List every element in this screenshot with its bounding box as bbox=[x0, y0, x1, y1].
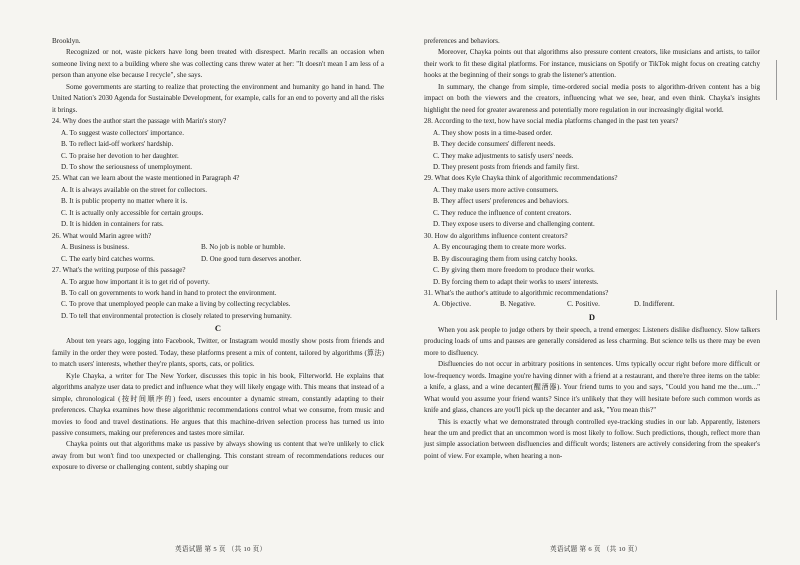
scan-edge-mark bbox=[776, 290, 777, 320]
paragraph: Some governments are starting to realize that protecting the environment and humanity go hand in hand. The United Nation's 2030 Agenda for Sustainable Development, for example, calls for an end to poverty and all the risks it brings. bbox=[52, 82, 384, 114]
right-column bbox=[424, 36, 760, 462]
option: C. To praise her devotion to her daughter. bbox=[61, 151, 179, 160]
option: C. Positive. bbox=[567, 300, 600, 309]
option: B. No job is noble or humble. bbox=[201, 243, 286, 252]
left-column bbox=[52, 36, 384, 474]
question-24: 24. Why does the author start the passage with Marin's story? bbox=[52, 117, 227, 126]
question-25: 25. What can we learn about the waste mentioned in Paragraph 4? bbox=[52, 174, 240, 183]
paragraph: Recognized or not, waste pickers have long been treated with disrespect. Marin recalls an occasion when someone living next to a building where she was collecting cans threw water at her: "It doesn't mean I am less of a person than anyone else because I recycle", she says. bbox=[52, 48, 384, 80]
page-footer-left: 英语试题 第 5 页 （共 10 页） bbox=[175, 546, 267, 553]
paragraph: Disfluencies do not occur in arbitrary positions in sentences. Ums typically occur right before more difficult or low-frequency words. Imagine you're having dinner with a friend at a restaurant, and there're three items on the table: a knife, a glass, and a wine decanter(醒酒器). Your friend turns to you and says, "Could you hand me the...um..." What would you assume your friend wants? Since it's unlikely that they will hesitate before such common words as knife and glass, chances are you'll pick up the decanter and ask, "You mean this?" bbox=[424, 360, 760, 415]
option: D. They expose users to diverse and challenging content. bbox=[433, 220, 595, 229]
paragraph: preferences and behaviors. bbox=[424, 37, 500, 45]
option-row bbox=[424, 299, 760, 310]
option: B. They decide consumers' different needs. bbox=[433, 140, 556, 149]
option: B. It is public property no matter where it is. bbox=[61, 197, 188, 206]
option-row bbox=[52, 254, 384, 265]
question-31: 31. What's the author's attitude to algorithmic recommendations? bbox=[424, 288, 609, 297]
page-footer-right: 英语试题 第 6 页 （共 10 页） bbox=[550, 546, 642, 553]
option: A. By encouraging them to create more works. bbox=[433, 243, 566, 252]
option: A. Business is business. bbox=[61, 243, 129, 252]
question-30: 30. How do algorithms influence content creators? bbox=[424, 231, 568, 240]
scan-edge-mark bbox=[776, 60, 777, 100]
option: D. They present posts from friends and family first. bbox=[433, 162, 580, 171]
section-heading-c: C bbox=[214, 323, 222, 334]
option: C. The early bird catches worms. bbox=[61, 254, 155, 263]
paragraph: In summary, the change from simple, time-ordered social media posts to algorithm-driven content has a big impact on both the viewers and the creators, influencing what we see, hear, and even think. Chayka's insights highlight the need for greater awareness and potentially more regulation in our increasingly digital world. bbox=[424, 82, 760, 114]
option: D. To tell that environmental protection is closely related to preserving humanity. bbox=[61, 311, 292, 320]
paragraph: When you ask people to judge others by their speech, a trend emerges: Listeners dislike disfluency. Slow talkers producing loads of ums and pauses are generally considered as less charming. But science tells us there may be even more to disfluency. bbox=[424, 325, 760, 357]
option: D. One good turn deserves another. bbox=[201, 254, 302, 263]
paragraph: Brooklyn. bbox=[52, 37, 81, 45]
option: C. They reduce the influence of content creators. bbox=[433, 208, 572, 217]
option: D. By forcing them to adapt their works to users' interests. bbox=[433, 277, 599, 286]
option: A. It is always available on the street for collectors. bbox=[61, 185, 207, 194]
section-heading-d: D bbox=[588, 311, 596, 322]
question-28: 28. According to the text, how have social media platforms changed in the past ten years? bbox=[424, 117, 679, 126]
paragraph: Chayka points out that algorithms make us passive by always showing us content that we're unlikely to click away from but won't find too unexpected or challenging. This constant stream of recommendations reduces our exposure to diverse or challenging content, subtly shaping our bbox=[52, 440, 384, 472]
option: D. Indifferent. bbox=[634, 300, 675, 309]
option: C. They make adjustments to satisfy users' needs. bbox=[433, 151, 574, 160]
option: A. They make users more active consumers. bbox=[433, 185, 559, 194]
paragraph: About ten years ago, logging into Facebook, Twitter, or Instagram would mostly show posts from friends and family in the order they were posted. Today, these platforms present a mix of content, tailored by algorithms (算法) to match users' interests, whether they're plants, sports, cats, or politics. bbox=[52, 337, 384, 369]
paragraph: This is exactly what we demonstrated through controlled eye-tracking studies in our lab. Apparently, listeners hear the um and predict that an uncommon word is most likely to follow. Such predictions, though, reflect more than just simple association between disfluencies and difficult words; listeners are actively considering from the speaker's point of view. For example, when hearing a non- bbox=[424, 417, 760, 460]
option: D. It is hidden in containers for rats. bbox=[61, 220, 164, 229]
option-row bbox=[52, 242, 384, 253]
question-27: 27. What's the writing purpose of this passage? bbox=[52, 266, 186, 275]
option: C. To prove that unemployed people can make a living by collecting recyclables. bbox=[61, 300, 291, 309]
option: C. By giving them more freedom to produce their works. bbox=[433, 266, 595, 275]
option: A. Objective. bbox=[433, 300, 472, 309]
question-26: 26. What would Marin agree with? bbox=[52, 231, 152, 240]
option: B. By discouraging them from using catchy hooks. bbox=[433, 254, 578, 263]
option: D. To show the seriousness of unemployment. bbox=[61, 162, 192, 171]
paragraph: Kyle Chayka, a writer for The New Yorker, discusses this topic in his book, Filterworld. He explains that algorithms analyze user data to predict and influence what they will likely engage with. This means that instead of a simple, chronological (按时间顺序的) feed, users encounter a dynamic stream, constantly adapting to their preferences. Chayka examines how these algorithmic recommendations control what we consume, from music and movies to food and travel destinations. He argues that this machine-driven selection process has turned us into passive consumers, making our preferences and tastes more similar. bbox=[52, 371, 384, 437]
option: B. To call on governments to work hand in hand to protect the environment. bbox=[61, 288, 277, 297]
option: A. To suggest waste collectors' importance. bbox=[61, 128, 184, 137]
option: B. Negative. bbox=[500, 300, 536, 309]
question-29: 29. What does Kyle Chayka think of algorithmic recommendations? bbox=[424, 174, 618, 183]
option: C. It is actually only accessible for certain groups. bbox=[61, 208, 204, 217]
paragraph: Moreover, Chayka points out that algorithms also pressure content creators, like musicians and artists, to tailor their work to fit these digital platforms. For instance, musicians on Spotify or TikTok might focus on creating catchy hooks at the beginning of their songs to grab the listener's attention. bbox=[424, 48, 760, 80]
option: B. To reflect laid-off workers' hardship. bbox=[61, 140, 174, 149]
option: A. They show posts in a time-based order. bbox=[433, 128, 553, 137]
option: B. They affect users' preferences and behaviors. bbox=[433, 197, 569, 206]
option: A. To argue how important it is to get rid of poverty. bbox=[61, 277, 210, 286]
